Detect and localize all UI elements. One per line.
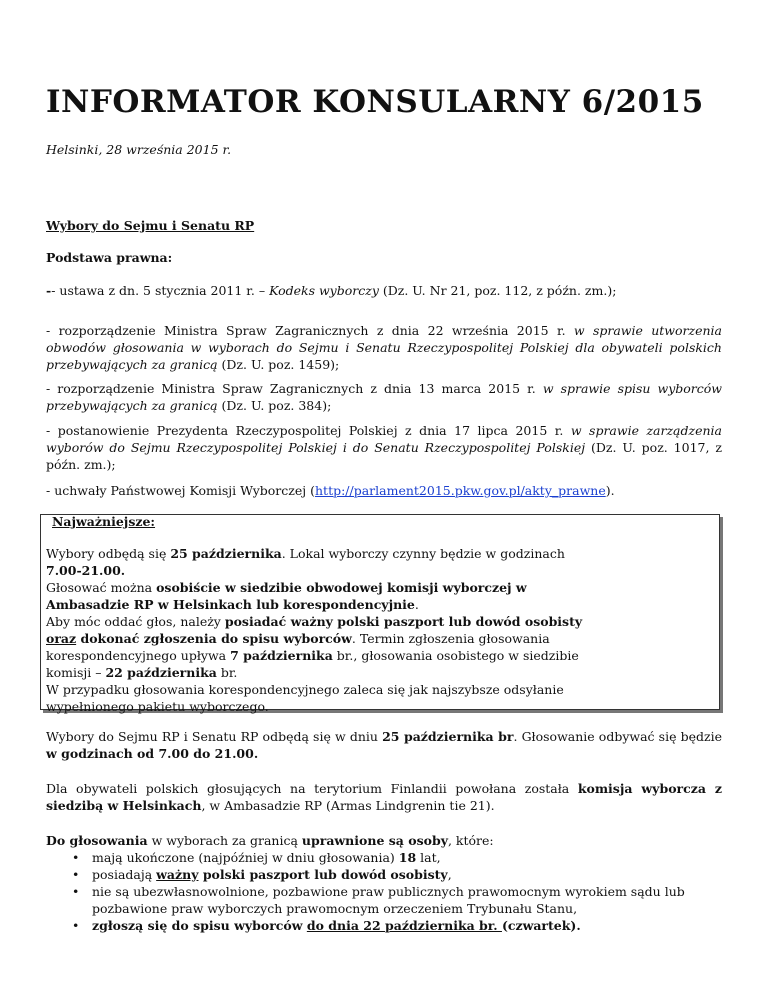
box-line-1-text: Wybory odbędą się — [46, 546, 171, 561]
para2-commission: komisja wyborcza z siedzibą w Helsinkach — [46, 781, 722, 813]
bullet-4-bold: zgłoszą się do spisu wyborców — [92, 918, 307, 933]
box-line-4-bold: Ambasadzie RP w Helsinkach lub korespondencyjnie — [46, 597, 415, 612]
bullet-1-end: lat, — [416, 850, 441, 865]
legal-item-3 — [46, 380, 722, 414]
list-item — [46, 866, 722, 883]
box-line-3-text: Głosować można — [46, 580, 157, 595]
bullet-1-text: mają ukończone (najpóźniej w dniu głosowania) — [92, 850, 399, 865]
box-line-7-text: korespondencyjnego upływa — [46, 648, 231, 663]
bullet-4-end: (czwartek). — [501, 918, 581, 933]
bullet-1-age: 18 — [398, 850, 417, 865]
para1-hours: w godzinach od 7.00 do 21.00. — [46, 746, 259, 761]
box-line-4-end: . — [414, 597, 419, 612]
legal-item-4-ref: (Dz. U. poz. 1017, z późn. zm.); — [46, 440, 722, 472]
document-title: INFORMATOR KONSULARNY 6/2015 — [46, 84, 704, 120]
bullet-2-end: , — [447, 867, 452, 882]
legal-item-1-ref: (Dz. U. Nr 21, poz. 112, z późn. zm.); — [378, 283, 617, 298]
legal-item-3-title: w sprawie spisu wyborców przebywających za granicą — [46, 381, 722, 413]
para3-bold-2: uprawnione są osoby — [301, 833, 448, 848]
legal-basis-heading: Podstawa prawna: — [46, 250, 173, 265]
legal-item-5-end: ). — [605, 483, 615, 498]
list-item — [46, 883, 722, 917]
legal-item-2-ref: (Dz. U. poz. 1459); — [217, 357, 340, 372]
legal-item-5 — [46, 482, 722, 499]
legal-item-3-ref: (Dz. U. poz. 384); — [217, 398, 332, 413]
box-line-3 — [46, 579, 527, 596]
box-line-10: wypełnionego pakietu wyborczego. — [46, 699, 269, 714]
box-line-5 — [46, 613, 582, 630]
document-date: Helsinki, 28 września 2015 r. — [46, 142, 232, 157]
key-info-title: Najważniejsze: — [52, 514, 156, 529]
legal-item-1-title: Kodeks wyborczy — [269, 283, 379, 298]
eligibility-list — [46, 849, 722, 934]
box-line-7-end: br., głosowania osobistego w siedzibie — [332, 648, 579, 663]
box-line-8 — [46, 664, 237, 681]
section-heading: Wybory do Sejmu i Senatu RP — [46, 218, 255, 233]
box-line-3-bold: osobiście w siedzibie obwodowej komisji wyborczej w — [156, 580, 527, 595]
bullet-3-text: nie są ubezwłasnowolnione, pozbawione praw publicznych prawomocnym wyrokiem sądu lub pozbawione praw wyborczych prawomocnym orzeczeniem Trybunału Stanu, — [92, 884, 685, 916]
box-line-2 — [46, 562, 125, 579]
in-person-deadline: 22 października — [105, 665, 217, 680]
legal-item-4-title: w sprawie zarządzenia wyborów do Sejmu Rzeczypospolitej Polskiej i do Senatu Rzeczypospolitej Polskiej — [46, 423, 722, 455]
legal-item-2-text: - rozporządzenie Ministra Spraw Zagranicznych z dnia 22 września 2015 r. — [46, 323, 574, 338]
list-item — [46, 917, 722, 934]
legal-item-1-text: - ustawa z dn. 5 stycznia 2011 r. – — [51, 283, 270, 298]
legal-item-3-text: - rozporządzenie Ministra Spraw Zagranicznych z dnia 13 marca 2015 r. — [46, 381, 543, 396]
para3-bold-1: Do głosowania — [46, 833, 148, 848]
box-line-8-text: komisji – — [46, 665, 106, 680]
box-line-1 — [46, 545, 565, 562]
legal-item-4-text: - postanowienie Prezydenta Rzeczypospolitej Polskiej z dnia 17 lipca 2015 r. — [46, 423, 571, 438]
paragraph-election-day — [46, 728, 722, 762]
para1-text: Wybory do Sejmu RP i Senatu RP odbędą się w dniu — [46, 729, 383, 744]
box-line-4 — [46, 596, 419, 613]
bullet-4-deadline: do dnia 22 października br. — [306, 918, 502, 933]
box-line-7 — [46, 647, 579, 664]
box-line-6 — [46, 630, 550, 647]
box-line-6-bold: dokonać zgłoszenia do spisu wyborców — [76, 631, 352, 646]
legal-item-2-title: w sprawie utworzenia obwodów głosowania w wyborach do Sejmu i Senatu Rzeczypospolitej Polskiej dla obywateli polskich przebywających za granicą — [46, 323, 722, 372]
para3-text: w wyborach za granicą — [147, 833, 302, 848]
bullet-2-valid: ważny — [156, 867, 199, 882]
paragraph-commission — [46, 780, 722, 814]
box-line-6-end: . Termin zgłoszenia głosowania — [351, 631, 550, 646]
box-line-1-end: . Lokal wyborczy czynny będzie w godzinach — [281, 546, 565, 561]
correspondence-deadline: 7 października — [230, 648, 333, 663]
para2-text: Dla obywateli polskich głosujących na terytorium Finlandii powołana została — [46, 781, 578, 796]
legal-item-5-text: - uchwały Państwowej Komisji Wyborczej ( — [46, 483, 315, 498]
pkw-resolutions-link[interactable]: http://parlament2015.pkw.gov.pl/akty_prawne — [315, 483, 606, 498]
polling-hours: 7.00-21.00. — [46, 563, 126, 578]
box-line-8-end: br. — [216, 665, 238, 680]
election-date: 25 października — [170, 546, 282, 561]
box-line-5-text: Aby móc oddać głos, należy — [46, 614, 225, 629]
bullet-2-bold: polski paszport lub dowód osobisty — [198, 867, 448, 882]
para1-date: 25 października br — [382, 729, 514, 744]
bullet-2-text: posiadają — [92, 867, 157, 882]
legal-item-2 — [46, 322, 722, 373]
list-item — [46, 849, 722, 866]
paragraph-eligibility — [46, 832, 722, 849]
legal-item-1: -- ustawa z dn. 5 stycznia 2011 r. – Kodeks wyborczy (Dz. U. Nr 21, poz. 112, z późn. zm.); — [46, 283, 617, 298]
box-line-5-bold: posiadać ważny polski paszport lub dowód osobisty — [224, 614, 583, 629]
legal-item-4 — [46, 422, 722, 473]
para3-end: , które: — [447, 833, 494, 848]
box-line-9: W przypadku głosowania korespondencyjnego zaleca się jak najszybsze odsyłanie — [46, 682, 564, 697]
para2-end: , w Ambasadzie RP (Armas Lindgrenin tie 21). — [201, 798, 495, 813]
box-line-6-oraz: oraz — [46, 631, 77, 646]
para1-mid: . Głosowanie odbywać się będzie — [513, 729, 722, 744]
